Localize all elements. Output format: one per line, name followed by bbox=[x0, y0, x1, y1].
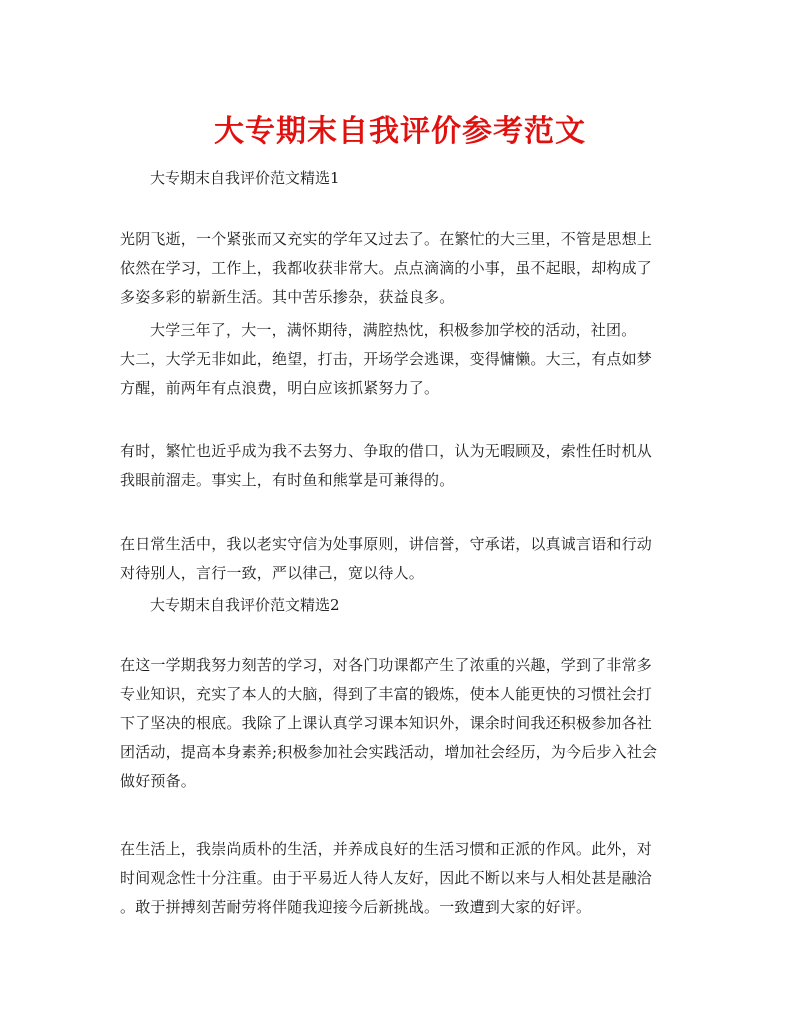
paragraph-line: 团活动，提高本身素养;积极参加社会实践活动，增加社会经历，为今后步入社会 bbox=[120, 743, 658, 761]
section-heading-1: 大专期末自我评价范文精选1 bbox=[150, 169, 340, 187]
paragraph bbox=[120, 437, 680, 495]
paragraph bbox=[120, 651, 680, 796]
paragraph-line: 有时，繁忙也近乎成为我不去努力、争取的借口，认为无暇顾及，索性任时机从 bbox=[120, 442, 653, 460]
paragraph-line: 多姿多彩的崭新生活。其中苦乐掺杂，获益良多。 bbox=[120, 288, 455, 306]
paragraph-line: 做好预备。 bbox=[120, 772, 197, 790]
paragraph bbox=[120, 530, 680, 588]
paragraph-line: 大学三年了，大一，满怀期待，满腔热忱，积极参加学校的活动，社团。 bbox=[150, 321, 637, 339]
paragraph-line: 对待别人，言行一致，严以律己，宽以待人。 bbox=[120, 564, 425, 582]
paragraph-line: 在这一学期我努力刻苦的学习，对各门功课都产生了浓重的兴趣，学到了非常多 bbox=[120, 656, 653, 674]
paragraph-line: 。敢于拼搏刻苦耐劳将伴随我迎接今后新挑战。一致遭到大家的好评。 bbox=[120, 898, 592, 916]
paragraph-line: 我眼前溜走。事实上，有时鱼和熊掌是可兼得的。 bbox=[120, 471, 455, 489]
paragraph-line: 方醒，前两年有点浪费，明白应该抓紧努力了。 bbox=[120, 379, 440, 397]
paragraph-line: 光阴飞逝，一个紧张而又充实的学年又过去了。在繁忙的大三里，不管是思想上 bbox=[120, 230, 653, 248]
paragraph bbox=[120, 225, 680, 312]
paragraph-line: 时间观念性十分注重。由于平易近人待人友好，因此不断以来与人相处甚是融洽 bbox=[120, 869, 653, 887]
paragraph-line: 在日常生活中，我以老实守信为处事原则，讲信誉，守承诺，以真诚言语和行动 bbox=[120, 535, 653, 553]
paragraph bbox=[120, 835, 680, 922]
paragraph-line: 专业知识，充实了本人的大脑，得到了丰富的锻炼，使本人能更快的习惯社会打 bbox=[120, 685, 653, 703]
paragraph bbox=[120, 316, 680, 403]
paragraph-line: 下了坚决的根底。我除了上课认真学习课本知识外，课余时间我还积极参加各社 bbox=[120, 714, 653, 732]
paragraph-line: 依然在学习，工作上，我都收获非常大。点点滴滴的小事，虽不起眼，却构成了 bbox=[120, 259, 653, 277]
document-title: 大专期末自我评价参考范文 bbox=[214, 114, 586, 149]
paragraph-line: 大二，大学无非如此，绝望，打击，开场学会逃课，变得慵懒。大三，有点如梦 bbox=[120, 350, 653, 368]
section-heading-2: 大专期末自我评价范文精选2 bbox=[150, 596, 340, 614]
paragraph-line: 在生活上，我崇尚质朴的生活，并养成良好的生活习惯和正派的作风。此外，对 bbox=[120, 840, 653, 858]
